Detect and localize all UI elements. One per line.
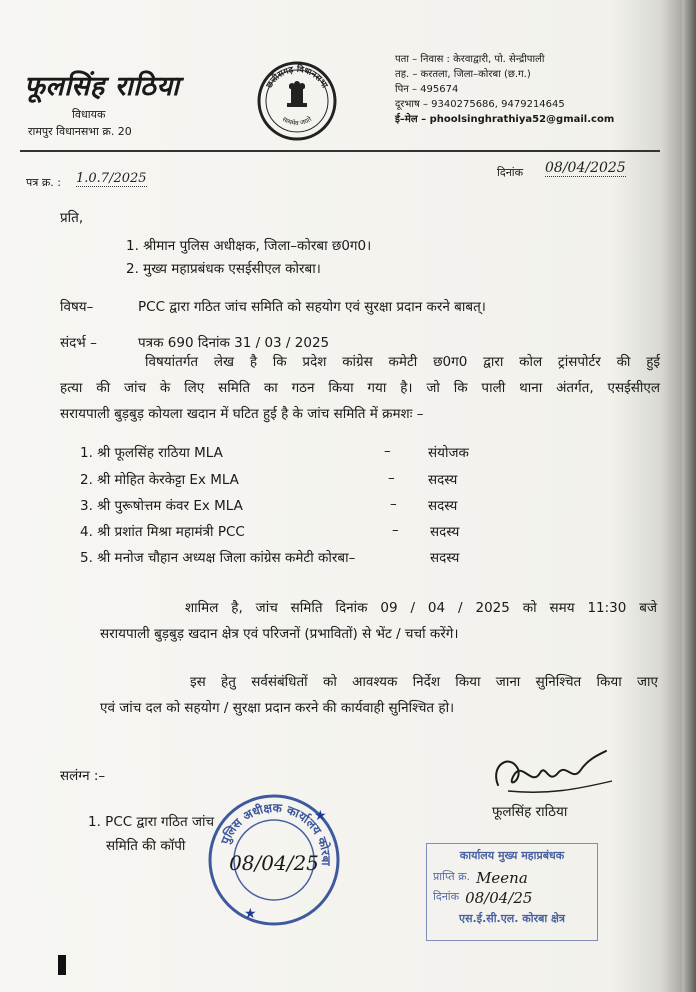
body-para3-line1: इस हेतु सर्वसंबंधितों को आवश्यक निर्देश किया जाना सुनिश्चित किया जाए (190, 674, 658, 690)
letterhead-constituency: रामपुर विधानसभा क्र. 20 (28, 125, 132, 138)
letter-date: 08/04/2025 (545, 160, 626, 176)
secl-receipt-stamp (426, 843, 598, 941)
address-line: पिन – 495674 (395, 84, 459, 95)
body-para1-line2: हत्या की जांच के लिए समिति का गठन किया गया है। जो कि पाली थाना अंतर्गत, एसईसीएल (60, 380, 660, 396)
member-1-role: संयोजक (428, 445, 469, 461)
member-4-name: 4. श्री प्रशांत मिश्रा महामंत्री PCC (80, 524, 245, 540)
address-line: पता – निवास : केरवाद्वारी, पो. सेन्द्रीपाली (395, 54, 545, 65)
seal-ring-text: छत्तीसगढ़ विधानसभा (264, 64, 330, 91)
secl-stamp-title: कार्यालय मुख्य महाप्रबंधक (459, 849, 565, 862)
scan-mark (58, 955, 66, 975)
member-1-name: 1. श्री फूलसिंह राठिया MLA (80, 445, 223, 461)
member-3-role: सदस्य (428, 498, 458, 514)
page-shadow-edge (682, 0, 696, 992)
secl-stamp-line-value: Meena (476, 869, 528, 887)
svg-text:Paul: Paul (548, 760, 567, 770)
body-para2-line2: सरायपाली बुड़बुड़ खदान क्षेत्र एवं परिजनों (प्रभावितों) से भेंट / चर्चा करेंगे। (100, 626, 459, 642)
secl-stamp-date-value: 08/04/25 (465, 889, 533, 907)
address-block (395, 52, 614, 127)
assembly-emblem-seal (256, 60, 338, 142)
patra-number: 1.0.7/2025 (76, 171, 147, 186)
address-line: ई–मेल – phoolsinghrathiya52@gmail.com (395, 114, 615, 125)
reference-label: संदर्भ – (60, 335, 97, 351)
body-para3-line2: एवं जांच दल को सहयोग / सुरक्षा प्रदान करने की कार्यवाही सुनिश्चित हो। (100, 700, 455, 716)
header-divider (20, 150, 660, 152)
secl-stamp-date-label: दिनांक (433, 890, 460, 903)
member-2-name: 2. श्री मोहित केरकेट्टा Ex MLA (80, 472, 239, 488)
member-5-role: सदस्य (430, 550, 460, 566)
body-para1-line1: विषयांतर्गत लेख है कि प्रदेश कांग्रेस कमेटी छ0ग0 द्वारा कोल ट्रांसपोर्टर की हुई (145, 354, 660, 370)
reference-text: पत्रक 690 दिनांक 31 / 03 / 2025 (138, 335, 330, 351)
member-2-role: सदस्य (428, 472, 458, 488)
letterhead-name: फूलसिंह राठिया (24, 71, 180, 102)
member-5-name: 5. श्री मनोज चौहान अध्यक्ष जिला कांग्रेस कमेटी कोरबा– (80, 550, 356, 566)
secl-stamp-footer: एस.ई.सी.एल. कोरबा क्षेत्र (458, 912, 565, 925)
member-2-dash: – (388, 470, 395, 486)
recipient-1: 1. श्रीमान पुलिस अधीक्षक, जिला–कोरबा छ0ग0। (126, 238, 372, 254)
member-3-dash: – (390, 496, 397, 512)
prati-label: प्रति, (60, 210, 84, 226)
recipient-2: 2. मुख्य महाप्रबंधक एसईसीएल कोरबा। (126, 261, 321, 277)
signature-scribble (488, 745, 618, 805)
seal-motto: सत्यमेव जयते (280, 115, 314, 128)
police-stamp-date: 08/04/25 (229, 851, 319, 875)
police-stamp-ring-text: पुलिस अधीक्षक कार्यालय कोरबा (218, 800, 334, 866)
body-para2-line1: शामिल है, जांच समिति दिनांक 09 / 04 / 2025 को समय 11:30 बजे (185, 600, 657, 616)
enclosure-item-line1: 1. PCC द्वारा गठित जांच (88, 814, 215, 830)
svg-text:★: ★ (314, 808, 327, 824)
svg-text:★: ★ (244, 906, 257, 922)
body-para1-line3: सरायपाली बुड़बुड़ कोयला खदान में घटित हुई है के जांच समिति में क्रमशः – (60, 406, 424, 422)
letterhead-designation: विधायक (72, 108, 106, 121)
subject-label: विषय– (60, 299, 94, 315)
member-1-dash: – (384, 443, 391, 459)
date-label: दिनांक (497, 166, 524, 179)
signatory-name: फूलसिंह राठिया (492, 804, 568, 820)
svg-text:सत्यमेव जयते (281, 115, 313, 127)
enclosure-label: सलंग्न :– (60, 768, 106, 784)
member-4-role: सदस्य (430, 524, 460, 540)
address-line: तह. – करतला, जिला–कोरबा (छ.ग.) (395, 69, 531, 80)
police-office-stamp (204, 790, 344, 930)
member-3-name: 3. श्री पुरूषोत्तम कंवर Ex MLA (80, 498, 243, 514)
address-line: दूरभाष – 9340275686, 9479214645 (395, 99, 565, 110)
subject-text: PCC द्वारा गठित जांच समिति को सहयोग एवं सुरक्षा प्रदान करने बाबत्। (138, 299, 486, 315)
patra-label: पत्र क्र. : (26, 176, 61, 189)
member-4-dash: – (392, 522, 399, 538)
enclosure-item-line2: समिति की कॉपी (106, 838, 186, 854)
secl-stamp-line-label: प्राप्ति क्र. (433, 870, 471, 883)
